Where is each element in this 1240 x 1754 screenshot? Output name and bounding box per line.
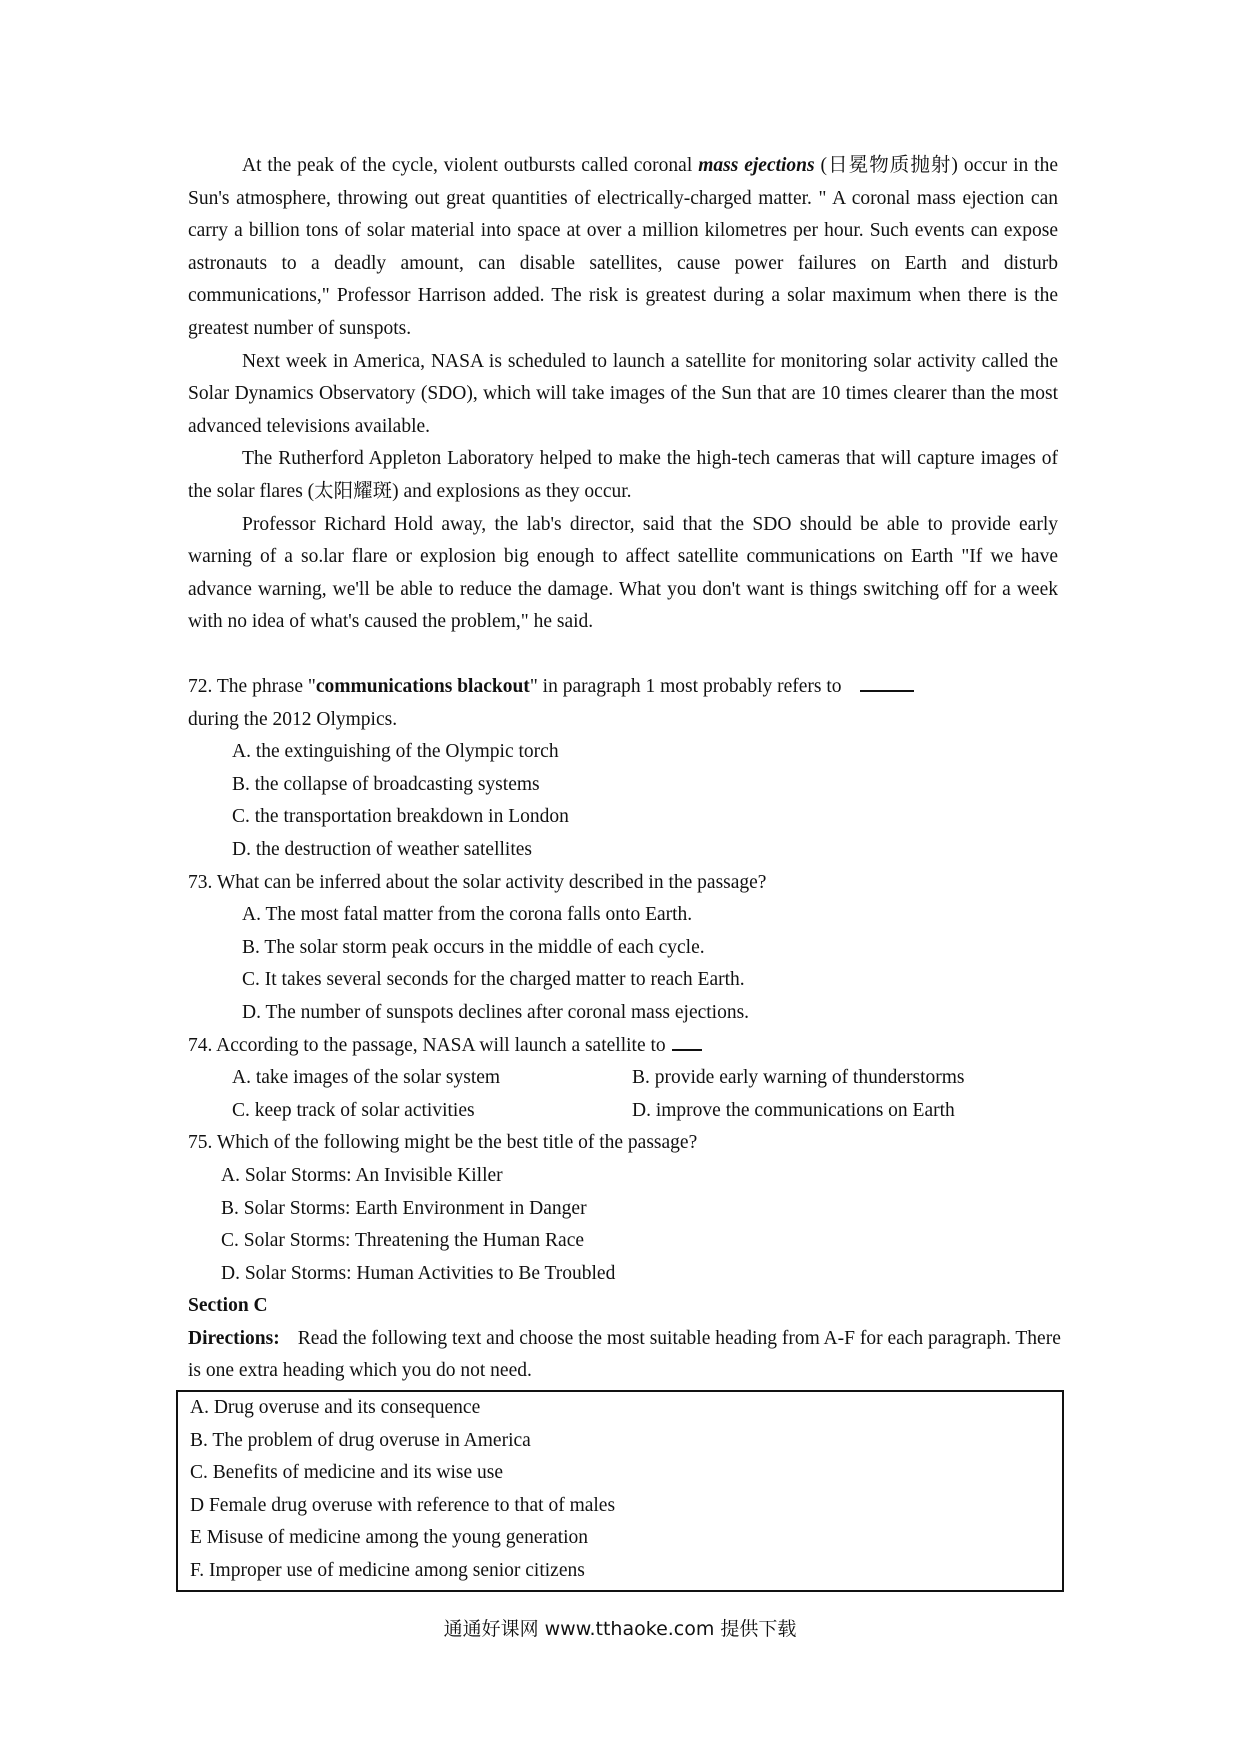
heading-option-f: F. Improper use of medicine among senior citizens <box>190 1560 585 1582</box>
directions-label: Directions: <box>188 1327 280 1349</box>
reading-passage <box>188 150 1058 639</box>
heading-option-d: D Female drug overuse with reference to that of males <box>190 1494 616 1516</box>
section-c-title: Section C <box>188 1295 268 1317</box>
question-74-option-c: C. keep track of solar activities <box>232 1099 475 1121</box>
question-75-option-d: D. Solar Storms: Human Activities to Be Troubled <box>221 1262 616 1284</box>
question-72-option-c: C. the transportation breakdown in London <box>232 806 569 828</box>
question-72-option-b: B. the collapse of broadcasting systems <box>232 773 540 795</box>
bold-phrase: communications blackout <box>315 676 530 697</box>
heading-option-c: C. Benefits of medicine and its wise use <box>190 1462 504 1484</box>
page-footer: 通通好课网 www.tthaoke.com 提供下载 <box>443 1618 797 1640</box>
question-75-stem: 75. Which of the following might be the best title of the passage? <box>188 1132 698 1154</box>
question-73-option-a: A. The most fatal matter from the corona falls onto Earth. <box>242 904 693 926</box>
question-72-continuation: during the 2012 Olympics. <box>188 708 398 730</box>
question-text: 72. The phrase " <box>188 676 316 697</box>
question-73-option-b: B. The solar storm peak occurs in the middle of each cycle. <box>242 936 705 958</box>
answer-blank <box>860 672 914 692</box>
question-73-option-d: D. The number of sunspots declines after coronal mass ejections. <box>242 1001 750 1023</box>
question-73-option-c: C. It takes several seconds for the charged matter to reach Earth. <box>242 969 745 991</box>
question-72-option-d: D. the destruction of weather satellites <box>232 838 532 860</box>
answer-blank <box>672 1031 702 1051</box>
passage-text: (日冕物质抛射) occur in the Sun's atmosphere, throwing out great quantities of electrically-charged matter. " A coronal mass ejection can carry a billion tons of solar material into space at over a million kilometres per hour. Such events can expose astronauts to a deadly amount, can disable satellites, cause power failures on Earth and disturb communications," Professor Harrison added. The risk is greatest during a solar maximum when there is the greatest number of sunspots. <box>188 155 1058 339</box>
question-text: 74. According to the passage, NASA will launch a satellite to <box>188 1034 666 1056</box>
heading-option-e: E Misuse of medicine among the young generation <box>190 1527 589 1549</box>
question-72-stem <box>188 671 1068 704</box>
question-text: " in paragraph 1 most probably refers to <box>529 676 842 697</box>
section-c-directions <box>188 1323 1068 1388</box>
question-75-option-a: A. Solar Storms: An Invisible Killer <box>221 1164 503 1186</box>
question-74-option-d: D. improve the communications on Earth <box>632 1099 955 1121</box>
question-74-options-row-1 <box>188 1062 1068 1095</box>
question-72-option-a: A. the extinguishing of the Olympic torch <box>232 741 559 763</box>
question-75-option-c: C. Solar Storms: Threatening the Human Race <box>221 1230 585 1252</box>
passage-text: At the peak of the cycle, violent outbursts called coronal <box>242 155 699 176</box>
heading-option-b: B. The problem of drug overuse in America <box>190 1429 531 1451</box>
question-74-stem <box>188 1030 1068 1063</box>
passage-paragraph-4: Professor Richard Hold away, the lab's director, said that the SDO should be able to provide early warning of a so.lar flare or explosion big enough to affect satellite communications on Earth "If we have advance warning, we'll be able to reduce the damage. What you don't want is things switching off for a week with no idea of what's caused the problem," he said. <box>188 513 1058 633</box>
passage-paragraph-2: Next week in America, NASA is scheduled to launch a satellite for monitoring solar activity called the Solar Dynamics Observatory (SDO), which will take images of the Sun that are 10 times clearer than the most advanced televisions available. <box>188 350 1058 437</box>
question-74-option-a: A. take images of the solar system <box>232 1067 501 1089</box>
question-74-option-b: B. provide early warning of thunderstorms <box>632 1067 965 1089</box>
question-75-option-b: B. Solar Storms: Earth Environment in Danger <box>221 1197 587 1219</box>
question-block <box>188 671 1068 1592</box>
emphasized-term: mass ejections <box>698 155 815 176</box>
question-73-stem: 73. What can be inferred about the solar activity described in the passage? <box>188 871 767 893</box>
headings-box <box>176 1390 1064 1592</box>
passage-paragraph-1 <box>188 150 1058 346</box>
heading-option-a: A. Drug overuse and its consequence <box>190 1397 481 1419</box>
directions-text: Read the following text and choose the most suitable heading from A-F for each paragraph. There is one extra heading which you do not need. <box>188 1327 1061 1382</box>
question-74-options-row-2 <box>188 1095 1068 1128</box>
passage-paragraph-3: The Rutherford Appleton Laboratory helped to make the high-tech cameras that will capture images of the solar flares (太阳耀斑) and explosions as they occur. <box>188 448 1058 502</box>
